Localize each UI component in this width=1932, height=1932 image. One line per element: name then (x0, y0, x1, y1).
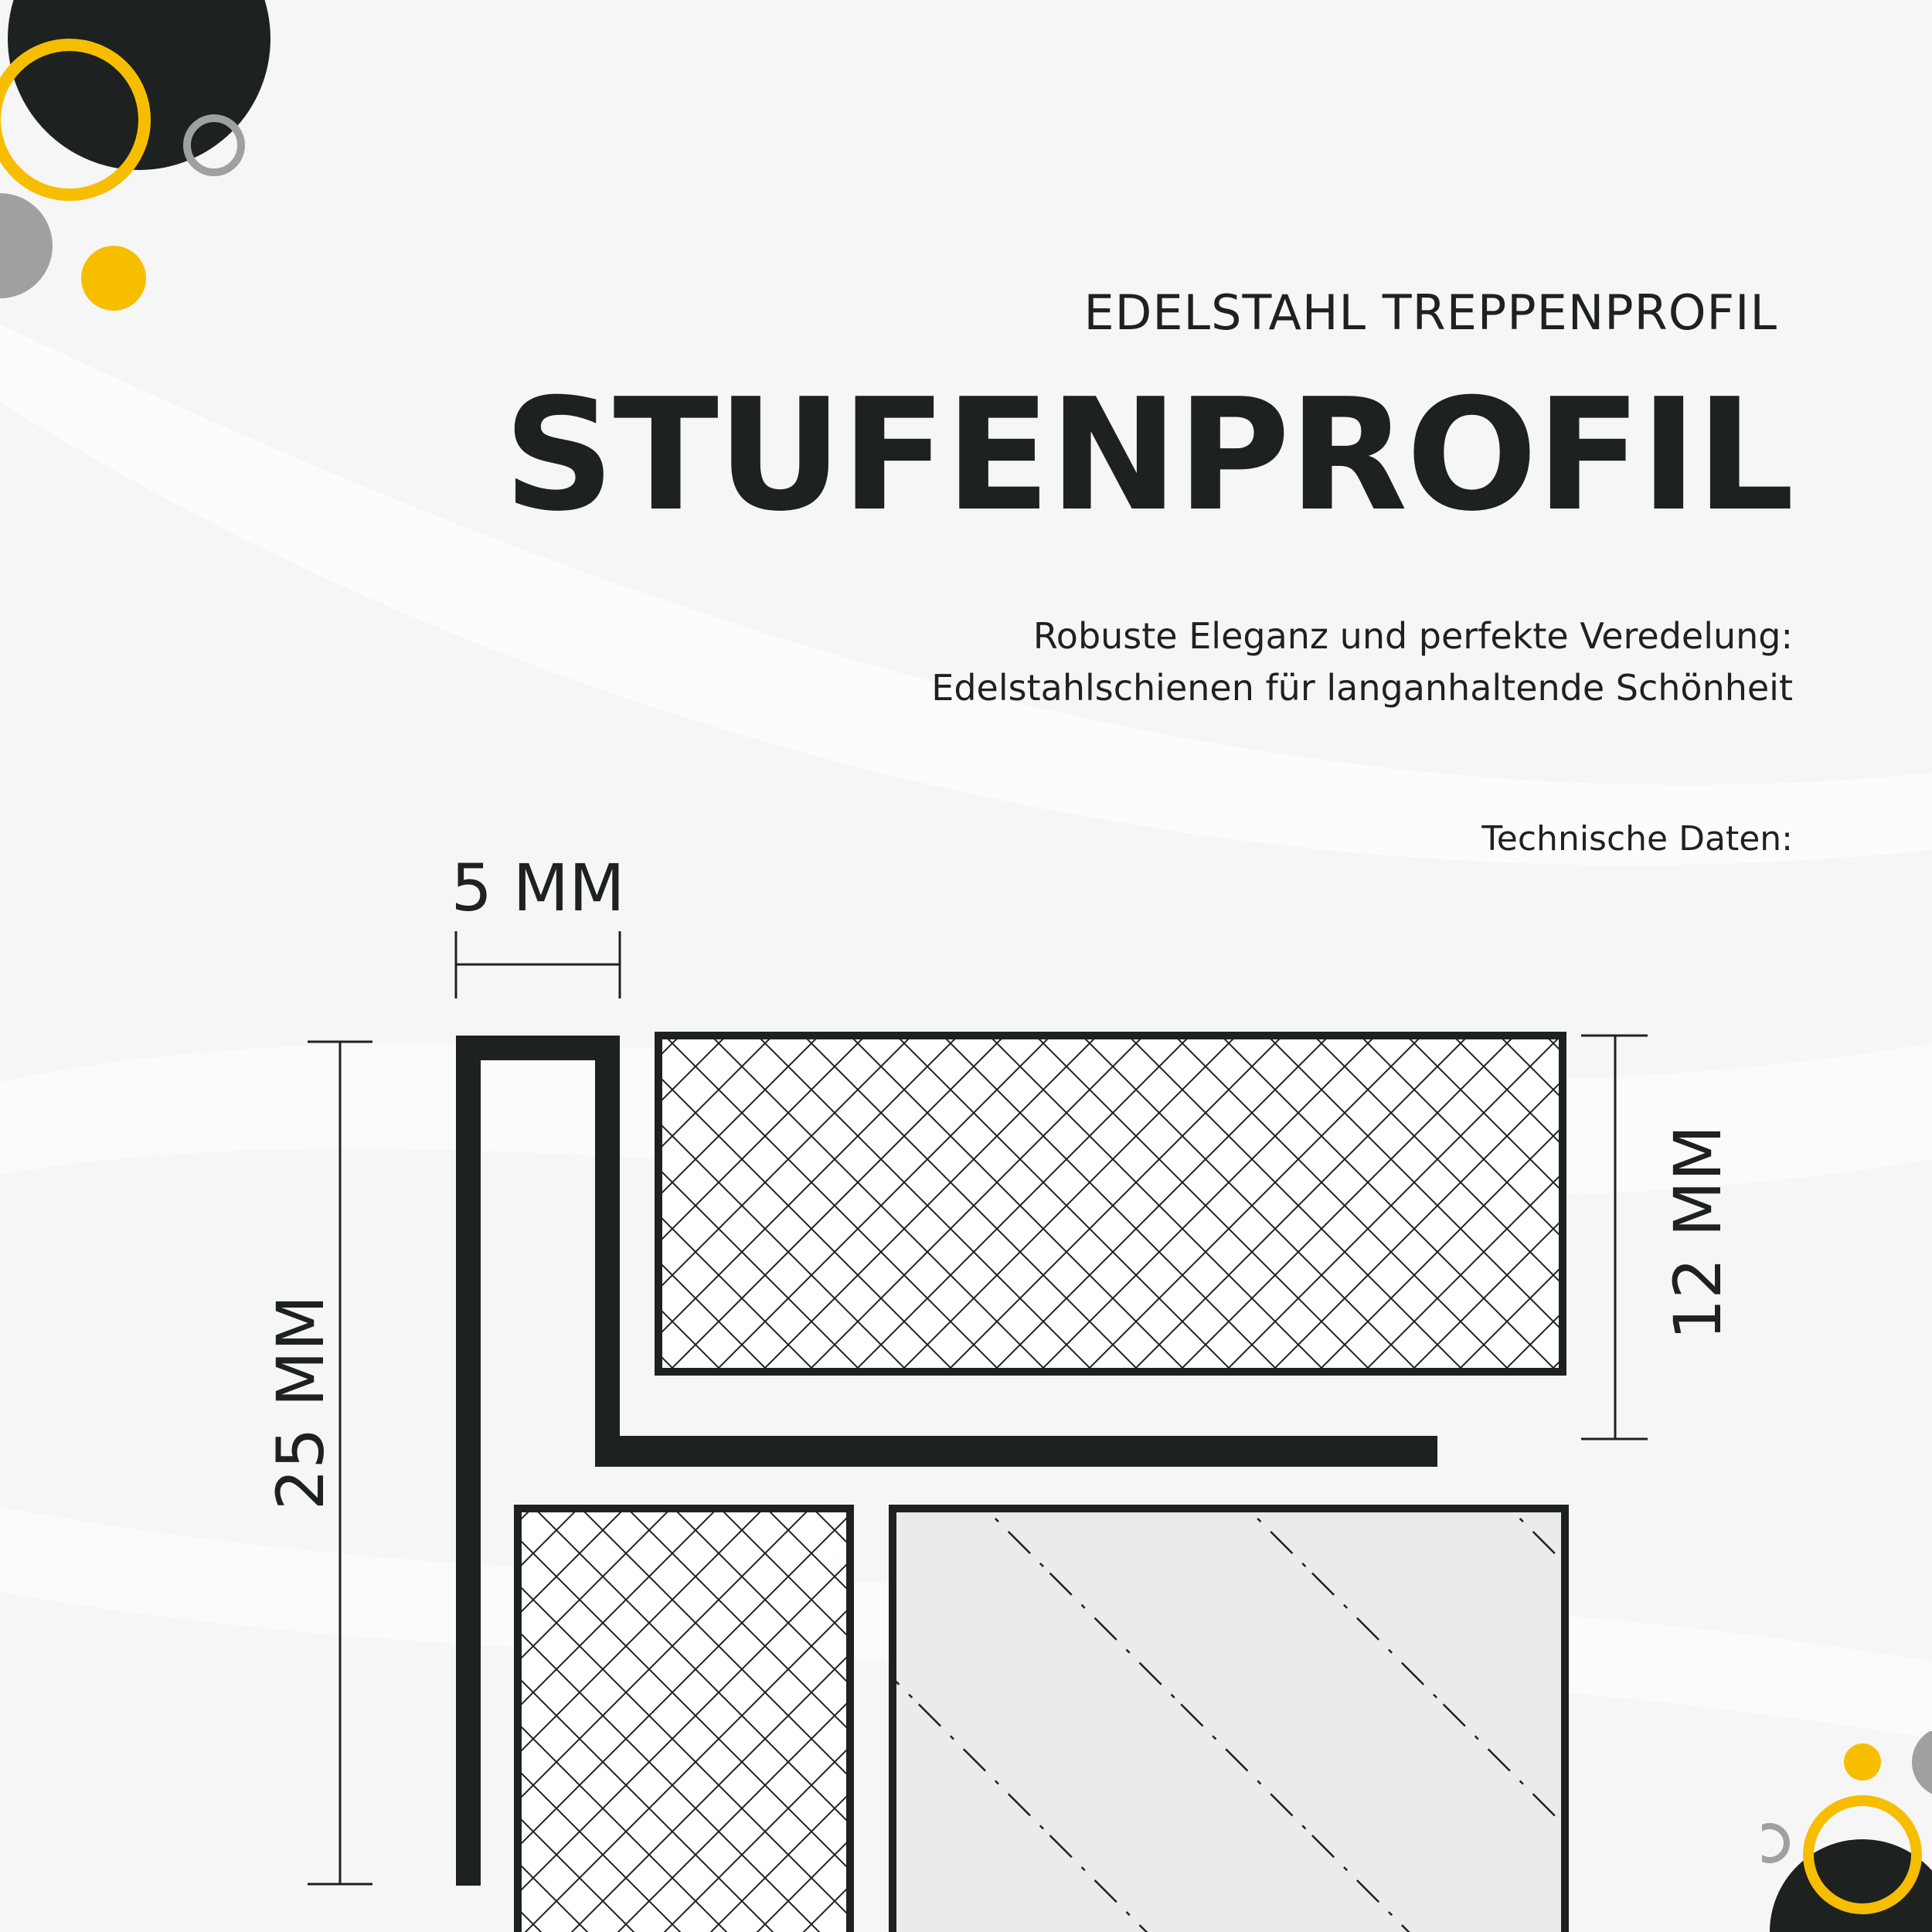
substrate-shape (893, 1509, 1565, 1932)
dimension-label-12mm: 12 MM (1660, 1124, 1736, 1341)
lower-tile-shape (518, 1509, 850, 1932)
page-title: STUFENPROFIL (503, 366, 1793, 546)
subtitle-line-1: Robuste Eleganz und perfekte Veredelung: (1032, 615, 1793, 657)
dimension-5mm (456, 931, 620, 998)
dimension-label-25mm: 25 MM (263, 1294, 338, 1511)
subtitle-line-2: Edelstahlschienen für langanhaltende Schönheit (931, 666, 1793, 709)
eyebrow-heading: EDELSTAHL TREPPENPROFIL (1083, 284, 1777, 341)
technical-data-label: Technische Daten: (1481, 819, 1793, 859)
dimension-label-5mm: 5 MM (451, 850, 625, 926)
upper-tile-shape (658, 1036, 1563, 1372)
dimension-12mm (1581, 1036, 1648, 1439)
